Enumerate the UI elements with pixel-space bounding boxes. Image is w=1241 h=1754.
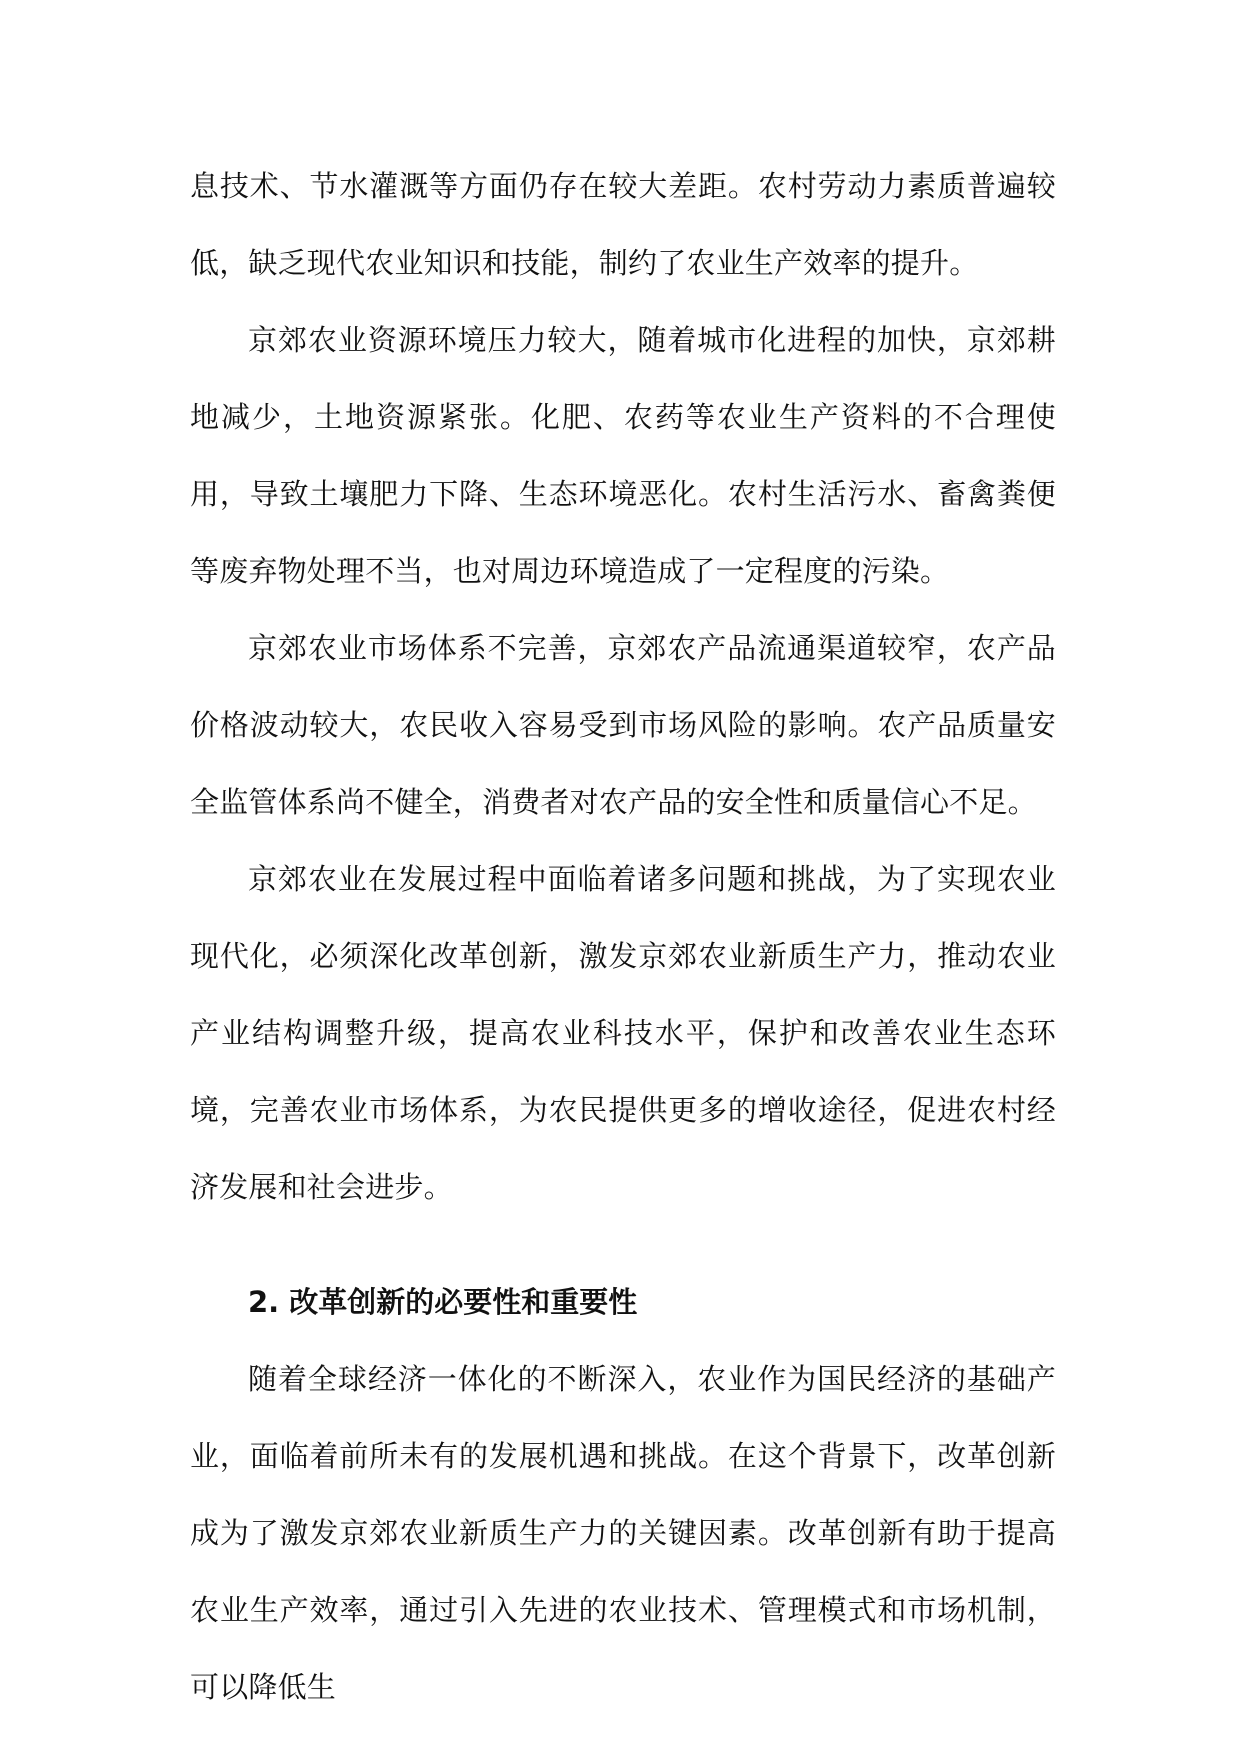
paragraph-5: 随着全球经济一体化的不断深入，农业作为国民经济的基础产业，面临着前所未有的发展机遇和挑战。在这个背景下，改革创新成为了激发京郊农业新质生产力的关键因素。改革创新有助于提高农业生产效率，通过引入先进的农业技术、管理模式和市场机制，可以降低生 [190,1362,1056,1704]
paragraph-3: 京郊农业市场体系不完善，京郊农产品流通渠道较窄，农产品价格波动较大，农民收入容易受到市场风险的影响。农产品质量安全监管体系尚不健全，消费者对农产品的安全性和质量信心不足。 [190,631,1056,819]
paragraph-1: 息技术、节水灌溉等方面仍存在较大差距。农村劳动力素质普遍较低，缺乏现代农业知识和技能，制约了农业生产效率的提升。 [190,169,1056,280]
document-body [190,148,1056,1726]
section-heading: 2. 改革创新的必要性和重要性 [248,1285,638,1319]
paragraph-4: 京郊农业在发展过程中面临着诸多问题和挑战，为了实现农业现代化，必须深化改革创新，激发京郊农业新质生产力，推动农业产业结构调整升级，提高农业科技水平，保护和改善农业生态环境，完善农业市场体系，为农民提供更多的增收途径，促进农村经济发展和社会进步。 [190,862,1056,1204]
paragraph-2: 京郊农业资源环境压力较大，随着城市化进程的加快，京郊耕地减少，土地资源紧张。化肥、农药等农业生产资料的不合理使用，导致土壤肥力下降、生态环境恶化。农村生活污水、畜禽粪便等废弃物处理不当，也对周边环境造成了一定程度的污染。 [190,323,1056,588]
